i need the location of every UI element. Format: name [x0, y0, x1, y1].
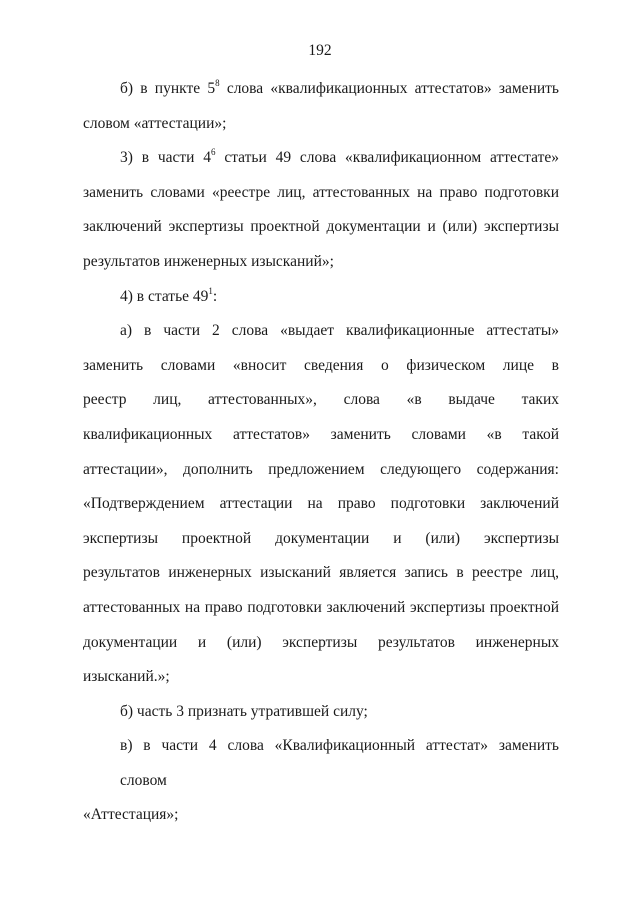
text-run: изысканий.»; — [83, 668, 170, 686]
text-line — [83, 107, 559, 142]
text-line — [83, 660, 559, 695]
text-line — [83, 141, 559, 176]
text-line — [83, 556, 559, 591]
text-line — [83, 487, 559, 522]
text-run: «Подтверждением аттестации на право подготовки заключений — [83, 495, 559, 513]
text-run: квалификационных аттестатов» заменить словами «в такой — [83, 425, 559, 443]
text-line — [83, 453, 559, 488]
paragraph — [83, 72, 559, 141]
text-run: аттестованных на право подготовки заключений экспертизы проектной — [83, 598, 559, 616]
text-run: : — [212, 287, 218, 305]
paragraph — [83, 280, 559, 315]
text-run: 3) в части 4 — [120, 149, 212, 167]
text-line — [83, 349, 559, 384]
text-line — [83, 522, 559, 557]
text-run: заменить словами «вносит сведения о физическом лице в — [83, 356, 559, 374]
paragraph — [83, 695, 559, 730]
text-run: в) в части 4 слова «Квалификационный аттестат» заменить словом — [120, 737, 559, 789]
text-line — [83, 210, 559, 245]
text-run: статьи 49 слова «квалификационном аттестате» — [215, 149, 559, 167]
text-line — [83, 245, 559, 280]
text-run: 4) в статье 49 — [120, 287, 209, 305]
paragraph — [83, 729, 559, 833]
text-line — [83, 591, 559, 626]
text-run: реестр лиц, аттестованных», слова «в выдаче таких — [83, 391, 559, 409]
superscript: 8 — [215, 78, 220, 88]
text-run: результатов инженерных изысканий является запись в реестре лиц, — [83, 564, 559, 582]
text-run: заключений экспертизы проектной документации и (или) экспертизы — [83, 218, 559, 236]
document-body — [83, 72, 559, 833]
text-line — [83, 383, 559, 418]
paragraph — [83, 314, 559, 695]
text-run: документации и (или) экспертизы результатов инженерных — [83, 633, 559, 651]
text-run: «Аттестация»; — [83, 806, 179, 824]
text-line — [83, 176, 559, 211]
text-run: словом «аттестации»; — [83, 114, 227, 132]
text-run: заменить словами «реестре лиц, аттестованных на право подготовки — [83, 183, 559, 201]
page-number: 192 — [308, 42, 332, 59]
text-run: аттестации», дополнить предложением следующего содержания: — [83, 460, 559, 478]
superscript: 1 — [208, 285, 213, 296]
paragraph — [83, 141, 559, 279]
text-line — [83, 729, 559, 798]
text-line — [83, 418, 559, 453]
text-line — [83, 72, 559, 107]
text-run: б) в пункте 5 — [120, 80, 216, 97]
text-run: б) часть 3 признать утратившей силу; — [120, 702, 368, 720]
text-line — [83, 798, 559, 833]
text-line — [83, 695, 559, 730]
superscript: 6 — [211, 147, 216, 158]
text-line — [83, 314, 559, 349]
text-run: слова «квалификационных аттестатов» заменить — [219, 80, 559, 97]
text-line — [83, 280, 559, 315]
text-run: экспертизы проектной документации и (или) экспертизы — [83, 529, 559, 547]
text-run: результатов инженерных изысканий»; — [83, 252, 334, 270]
text-line — [83, 626, 559, 661]
text-run: а) в части 2 слова «выдает квалификационные аттестаты» — [120, 322, 559, 340]
